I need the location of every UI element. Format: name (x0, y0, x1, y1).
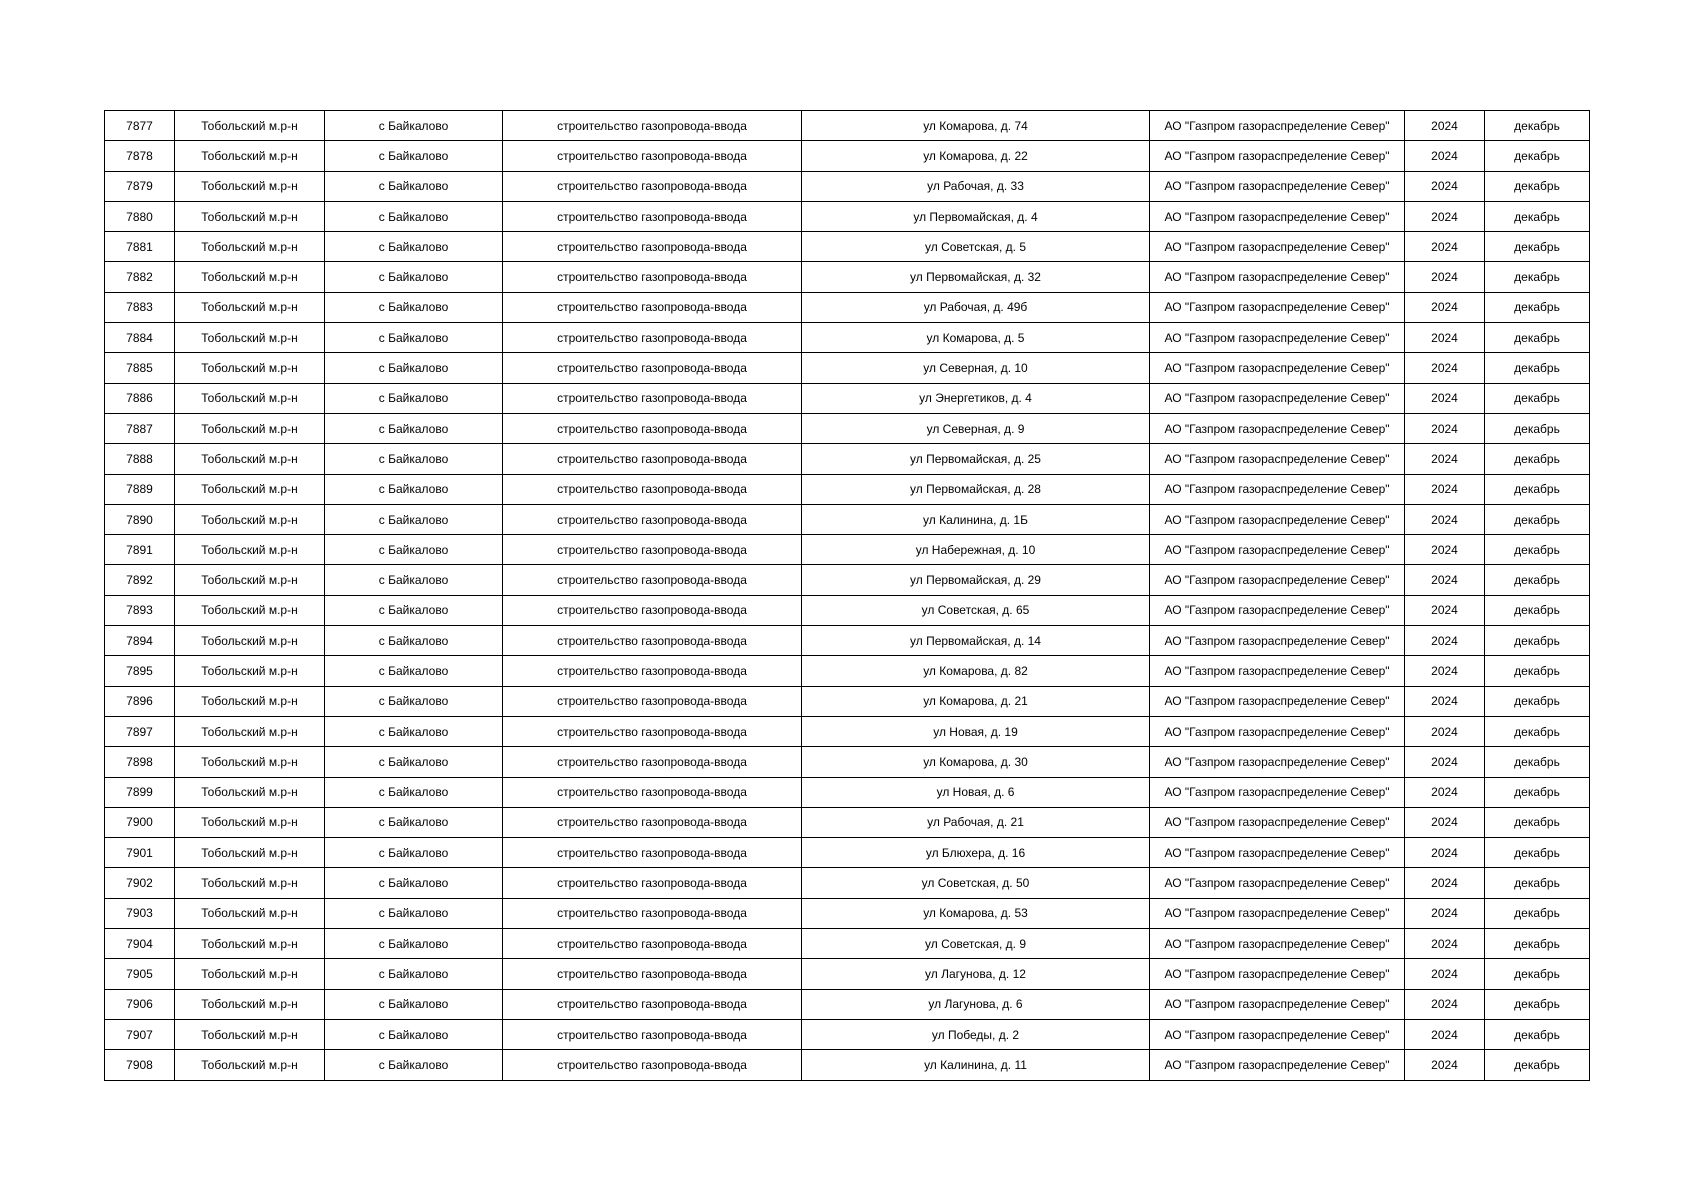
settlement-cell: с Байкалово (325, 262, 503, 292)
district-cell: Тобольский м.р-н (175, 595, 325, 625)
year-cell: 2024 (1405, 656, 1485, 686)
year-cell: 2024 (1405, 868, 1485, 898)
district-cell: Тобольский м.р-н (175, 838, 325, 868)
settlement-cell: с Байкалово (325, 929, 503, 959)
organization-cell: АО "Газпром газораспределение Север" (1150, 413, 1405, 443)
row-number-cell: 7885 (105, 353, 175, 383)
district-cell: Тобольский м.р-н (175, 383, 325, 413)
settlement-cell: с Байкалово (325, 686, 503, 716)
row-number-cell: 7906 (105, 989, 175, 1019)
address-cell: ул Комарова, д. 22 (802, 141, 1150, 171)
address-cell: ул Первомайская, д. 14 (802, 626, 1150, 656)
table-row (105, 959, 1590, 989)
year-cell: 2024 (1405, 474, 1485, 504)
settlement-cell: с Байкалово (325, 747, 503, 777)
month-cell: декабрь (1485, 141, 1590, 171)
row-number-cell: 7897 (105, 716, 175, 746)
month-cell: декабрь (1485, 747, 1590, 777)
year-cell: 2024 (1405, 838, 1485, 868)
month-cell: декабрь (1485, 959, 1590, 989)
month-cell: декабрь (1485, 1019, 1590, 1049)
settlement-cell: с Байкалово (325, 595, 503, 625)
organization-cell: АО "Газпром газораспределение Север" (1150, 1019, 1405, 1049)
address-cell: ул Советская, д. 50 (802, 868, 1150, 898)
month-cell: декабрь (1485, 807, 1590, 837)
settlement-cell: с Байкалово (325, 141, 503, 171)
year-cell: 2024 (1405, 232, 1485, 262)
row-number-cell: 7896 (105, 686, 175, 716)
month-cell: декабрь (1485, 777, 1590, 807)
table-row (105, 595, 1590, 625)
row-number-cell: 7903 (105, 898, 175, 928)
table-row (105, 656, 1590, 686)
year-cell: 2024 (1405, 383, 1485, 413)
table-row (105, 807, 1590, 837)
address-cell: ул Северная, д. 9 (802, 413, 1150, 443)
district-cell: Тобольский м.р-н (175, 292, 325, 322)
organization-cell: АО "Газпром газораспределение Север" (1150, 868, 1405, 898)
row-number-cell: 7877 (105, 111, 175, 141)
address-cell: ул Комарова, д. 5 (802, 323, 1150, 353)
settlement-cell: с Байкалово (325, 565, 503, 595)
work-type-cell: строительство газопровода-ввода (503, 868, 802, 898)
row-number-cell: 7902 (105, 868, 175, 898)
year-cell: 2024 (1405, 777, 1485, 807)
address-cell: ул Первомайская, д. 4 (802, 201, 1150, 231)
table-row (105, 323, 1590, 353)
table-row (105, 747, 1590, 777)
organization-cell: АО "Газпром газораспределение Север" (1150, 1050, 1405, 1080)
month-cell: декабрь (1485, 686, 1590, 716)
work-type-cell: строительство газопровода-ввода (503, 535, 802, 565)
month-cell: декабрь (1485, 535, 1590, 565)
settlement-cell: с Байкалово (325, 777, 503, 807)
settlement-cell: с Байкалово (325, 656, 503, 686)
work-type-cell: строительство газопровода-ввода (503, 747, 802, 777)
year-cell: 2024 (1405, 565, 1485, 595)
work-type-cell: строительство газопровода-ввода (503, 141, 802, 171)
district-cell: Тобольский м.р-н (175, 141, 325, 171)
row-number-cell: 7879 (105, 171, 175, 201)
address-cell: ул Комарова, д. 21 (802, 686, 1150, 716)
work-type-cell: строительство газопровода-ввода (503, 929, 802, 959)
year-cell: 2024 (1405, 716, 1485, 746)
address-cell: ул Советская, д. 65 (802, 595, 1150, 625)
table-row (105, 201, 1590, 231)
settlement-cell: с Байкалово (325, 201, 503, 231)
row-number-cell: 7898 (105, 747, 175, 777)
district-cell: Тобольский м.р-н (175, 626, 325, 656)
work-type-cell: строительство газопровода-ввода (503, 656, 802, 686)
work-type-cell: строительство газопровода-ввода (503, 413, 802, 443)
table-row (105, 626, 1590, 656)
address-cell: ул Первомайская, д. 25 (802, 444, 1150, 474)
organization-cell: АО "Газпром газораспределение Север" (1150, 777, 1405, 807)
settlement-cell: с Байкалово (325, 626, 503, 656)
row-number-cell: 7884 (105, 323, 175, 353)
year-cell: 2024 (1405, 929, 1485, 959)
address-cell: ул Первомайская, д. 29 (802, 565, 1150, 595)
district-cell: Тобольский м.р-н (175, 868, 325, 898)
district-cell: Тобольский м.р-н (175, 171, 325, 201)
table-row (105, 413, 1590, 443)
work-type-cell: строительство газопровода-ввода (503, 504, 802, 534)
address-cell: ул Победы, д. 2 (802, 1019, 1150, 1049)
month-cell: декабрь (1485, 1050, 1590, 1080)
organization-cell: АО "Газпром газораспределение Север" (1150, 323, 1405, 353)
month-cell: декабрь (1485, 929, 1590, 959)
settlement-cell: с Байкалово (325, 716, 503, 746)
work-type-cell: строительство газопровода-ввода (503, 565, 802, 595)
row-number-cell: 7908 (105, 1050, 175, 1080)
work-type-cell: строительство газопровода-ввода (503, 959, 802, 989)
address-cell: ул Блюхера, д. 16 (802, 838, 1150, 868)
year-cell: 2024 (1405, 323, 1485, 353)
address-cell: ул Комарова, д. 53 (802, 898, 1150, 928)
month-cell: декабрь (1485, 474, 1590, 504)
row-number-cell: 7905 (105, 959, 175, 989)
organization-cell: АО "Газпром газораспределение Север" (1150, 898, 1405, 928)
district-cell: Тобольский м.р-н (175, 535, 325, 565)
year-cell: 2024 (1405, 626, 1485, 656)
district-cell: Тобольский м.р-н (175, 777, 325, 807)
work-type-cell: строительство газопровода-ввода (503, 474, 802, 504)
row-number-cell: 7890 (105, 504, 175, 534)
month-cell: декабрь (1485, 504, 1590, 534)
settlement-cell: с Байкалово (325, 383, 503, 413)
month-cell: декабрь (1485, 838, 1590, 868)
organization-cell: АО "Газпром газораспределение Север" (1150, 201, 1405, 231)
organization-cell: АО "Газпром газораспределение Север" (1150, 292, 1405, 322)
address-cell: ул Рабочая, д. 33 (802, 171, 1150, 201)
settlement-cell: с Байкалово (325, 838, 503, 868)
year-cell: 2024 (1405, 444, 1485, 474)
organization-cell: АО "Газпром газораспределение Север" (1150, 141, 1405, 171)
settlement-cell: с Байкалово (325, 474, 503, 504)
district-cell: Тобольский м.р-н (175, 262, 325, 292)
table-row (105, 262, 1590, 292)
work-type-cell: строительство газопровода-ввода (503, 353, 802, 383)
district-cell: Тобольский м.р-н (175, 656, 325, 686)
row-number-cell: 7886 (105, 383, 175, 413)
address-cell: ул Рабочая, д. 21 (802, 807, 1150, 837)
address-cell: ул Лагунова, д. 6 (802, 989, 1150, 1019)
row-number-cell: 7907 (105, 1019, 175, 1049)
organization-cell: АО "Газпром газораспределение Север" (1150, 535, 1405, 565)
work-type-cell: строительство газопровода-ввода (503, 1050, 802, 1080)
district-cell: Тобольский м.р-н (175, 959, 325, 989)
district-cell: Тобольский м.р-н (175, 323, 325, 353)
month-cell: декабрь (1485, 292, 1590, 322)
district-cell: Тобольский м.р-н (175, 565, 325, 595)
year-cell: 2024 (1405, 141, 1485, 171)
organization-cell: АО "Газпром газораспределение Север" (1150, 656, 1405, 686)
work-type-cell: строительство газопровода-ввода (503, 626, 802, 656)
work-type-cell: строительство газопровода-ввода (503, 171, 802, 201)
row-number-cell: 7892 (105, 565, 175, 595)
table-row (105, 716, 1590, 746)
year-cell: 2024 (1405, 292, 1485, 322)
district-cell: Тобольский м.р-н (175, 716, 325, 746)
organization-cell: АО "Газпром газораспределение Север" (1150, 383, 1405, 413)
month-cell: декабрь (1485, 656, 1590, 686)
work-type-cell: строительство газопровода-ввода (503, 1019, 802, 1049)
month-cell: декабрь (1485, 444, 1590, 474)
district-cell: Тобольский м.р-н (175, 807, 325, 837)
work-type-cell: строительство газопровода-ввода (503, 201, 802, 231)
month-cell: декабрь (1485, 383, 1590, 413)
work-type-cell: строительство газопровода-ввода (503, 292, 802, 322)
organization-cell: АО "Газпром газораспределение Север" (1150, 353, 1405, 383)
settlement-cell: с Байкалово (325, 959, 503, 989)
organization-cell: АО "Газпром газораспределение Север" (1150, 959, 1405, 989)
row-number-cell: 7894 (105, 626, 175, 656)
work-type-cell: строительство газопровода-ввода (503, 444, 802, 474)
table-row (105, 868, 1590, 898)
organization-cell: АО "Газпром газораспределение Север" (1150, 686, 1405, 716)
row-number-cell: 7883 (105, 292, 175, 322)
month-cell: декабрь (1485, 323, 1590, 353)
address-cell: ул Калинина, д. 11 (802, 1050, 1150, 1080)
table-row (105, 292, 1590, 322)
district-cell: Тобольский м.р-н (175, 686, 325, 716)
year-cell: 2024 (1405, 111, 1485, 141)
settlement-cell: с Байкалово (325, 807, 503, 837)
year-cell: 2024 (1405, 959, 1485, 989)
year-cell: 2024 (1405, 807, 1485, 837)
row-number-cell: 7882 (105, 262, 175, 292)
address-cell: ул Новая, д. 6 (802, 777, 1150, 807)
row-number-cell: 7887 (105, 413, 175, 443)
settlement-cell: с Байкалово (325, 353, 503, 383)
work-type-cell: строительство газопровода-ввода (503, 989, 802, 1019)
table-row (105, 989, 1590, 1019)
organization-cell: АО "Газпром газораспределение Север" (1150, 171, 1405, 201)
year-cell: 2024 (1405, 353, 1485, 383)
work-type-cell: строительство газопровода-ввода (503, 111, 802, 141)
year-cell: 2024 (1405, 989, 1485, 1019)
year-cell: 2024 (1405, 747, 1485, 777)
work-type-cell: строительство газопровода-ввода (503, 686, 802, 716)
year-cell: 2024 (1405, 595, 1485, 625)
row-number-cell: 7899 (105, 777, 175, 807)
district-cell: Тобольский м.р-н (175, 444, 325, 474)
district-cell: Тобольский м.р-н (175, 353, 325, 383)
year-cell: 2024 (1405, 413, 1485, 443)
address-cell: ул Набережная, д. 10 (802, 535, 1150, 565)
work-type-cell: строительство газопровода-ввода (503, 595, 802, 625)
settlement-cell: с Байкалово (325, 1019, 503, 1049)
address-cell: ул Комарова, д. 30 (802, 747, 1150, 777)
row-number-cell: 7901 (105, 838, 175, 868)
address-cell: ул Энергетиков, д. 4 (802, 383, 1150, 413)
district-cell: Тобольский м.р-н (175, 413, 325, 443)
address-cell: ул Комарова, д. 82 (802, 656, 1150, 686)
address-cell: ул Лагунова, д. 12 (802, 959, 1150, 989)
work-type-cell: строительство газопровода-ввода (503, 262, 802, 292)
row-number-cell: 7900 (105, 807, 175, 837)
district-cell: Тобольский м.р-н (175, 1050, 325, 1080)
address-cell: ул Советская, д. 9 (802, 929, 1150, 959)
month-cell: декабрь (1485, 353, 1590, 383)
table-row (105, 111, 1590, 141)
organization-cell: АО "Газпром газораспределение Север" (1150, 262, 1405, 292)
address-cell: ул Рабочая, д. 49б (802, 292, 1150, 322)
table-body (105, 111, 1590, 1081)
organization-cell: АО "Газпром газораспределение Север" (1150, 807, 1405, 837)
month-cell: декабрь (1485, 626, 1590, 656)
address-cell: ул Комарова, д. 74 (802, 111, 1150, 141)
organization-cell: АО "Газпром газораспределение Север" (1150, 989, 1405, 1019)
organization-cell: АО "Газпром газораспределение Север" (1150, 565, 1405, 595)
table-row (105, 1050, 1590, 1080)
year-cell: 2024 (1405, 171, 1485, 201)
district-cell: Тобольский м.р-н (175, 474, 325, 504)
table-row (105, 535, 1590, 565)
year-cell: 2024 (1405, 898, 1485, 928)
year-cell: 2024 (1405, 262, 1485, 292)
district-cell: Тобольский м.р-н (175, 747, 325, 777)
settlement-cell: с Байкалово (325, 504, 503, 534)
settlement-cell: с Байкалово (325, 232, 503, 262)
table-row (105, 504, 1590, 534)
row-number-cell: 7889 (105, 474, 175, 504)
month-cell: декабрь (1485, 868, 1590, 898)
address-cell: ул Первомайская, д. 32 (802, 262, 1150, 292)
settlement-cell: с Байкалово (325, 292, 503, 322)
settlement-cell: с Байкалово (325, 868, 503, 898)
month-cell: декабрь (1485, 171, 1590, 201)
address-cell: ул Новая, д. 19 (802, 716, 1150, 746)
organization-cell: АО "Газпром газораспределение Север" (1150, 232, 1405, 262)
settlement-cell: с Байкалово (325, 898, 503, 928)
district-cell: Тобольский м.р-н (175, 111, 325, 141)
month-cell: декабрь (1485, 111, 1590, 141)
settlement-cell: с Байкалово (325, 989, 503, 1019)
year-cell: 2024 (1405, 201, 1485, 231)
organization-cell: АО "Газпром газораспределение Север" (1150, 595, 1405, 625)
address-cell: ул Первомайская, д. 28 (802, 474, 1150, 504)
month-cell: декабрь (1485, 595, 1590, 625)
table-row (105, 444, 1590, 474)
month-cell: декабрь (1485, 989, 1590, 1019)
settlement-cell: с Байкалово (325, 413, 503, 443)
address-cell: ул Советская, д. 5 (802, 232, 1150, 262)
district-cell: Тобольский м.р-н (175, 989, 325, 1019)
month-cell: декабрь (1485, 232, 1590, 262)
table-row (105, 686, 1590, 716)
organization-cell: АО "Газпром газораспределение Север" (1150, 716, 1405, 746)
row-number-cell: 7904 (105, 929, 175, 959)
settlement-cell: с Байкалово (325, 111, 503, 141)
address-cell: ул Калинина, д. 1Б (802, 504, 1150, 534)
row-number-cell: 7891 (105, 535, 175, 565)
table-row (105, 232, 1590, 262)
month-cell: декабрь (1485, 201, 1590, 231)
organization-cell: АО "Газпром газораспределение Север" (1150, 504, 1405, 534)
table-row (105, 898, 1590, 928)
month-cell: декабрь (1485, 565, 1590, 595)
settlement-cell: с Байкалово (325, 171, 503, 201)
work-type-cell: строительство газопровода-ввода (503, 232, 802, 262)
work-type-cell: строительство газопровода-ввода (503, 807, 802, 837)
district-cell: Тобольский м.р-н (175, 929, 325, 959)
table-row (105, 565, 1590, 595)
row-number-cell: 7881 (105, 232, 175, 262)
table-row (105, 838, 1590, 868)
work-type-cell: строительство газопровода-ввода (503, 323, 802, 353)
year-cell: 2024 (1405, 535, 1485, 565)
row-number-cell: 7888 (105, 444, 175, 474)
organization-cell: АО "Газпром газораспределение Север" (1150, 444, 1405, 474)
settlement-cell: с Байкалово (325, 535, 503, 565)
table-row (105, 777, 1590, 807)
year-cell: 2024 (1405, 504, 1485, 534)
organization-cell: АО "Газпром газораспределение Север" (1150, 929, 1405, 959)
settlement-cell: с Байкалово (325, 444, 503, 474)
table-row (105, 929, 1590, 959)
month-cell: декабрь (1485, 716, 1590, 746)
district-cell: Тобольский м.р-н (175, 504, 325, 534)
work-type-cell: строительство газопровода-ввода (503, 777, 802, 807)
row-number-cell: 7893 (105, 595, 175, 625)
address-cell: ул Северная, д. 10 (802, 353, 1150, 383)
work-type-cell: строительство газопровода-ввода (503, 716, 802, 746)
year-cell: 2024 (1405, 1019, 1485, 1049)
organization-cell: АО "Газпром газораспределение Север" (1150, 474, 1405, 504)
table-row (105, 383, 1590, 413)
settlement-cell: с Байкалово (325, 323, 503, 353)
district-cell: Тобольский м.р-н (175, 201, 325, 231)
table-row (105, 1019, 1590, 1049)
district-cell: Тобольский м.р-н (175, 232, 325, 262)
organization-cell: АО "Газпром газораспределение Север" (1150, 747, 1405, 777)
month-cell: декабрь (1485, 898, 1590, 928)
table-row (105, 353, 1590, 383)
work-type-cell: строительство газопровода-ввода (503, 838, 802, 868)
organization-cell: АО "Газпром газораспределение Север" (1150, 838, 1405, 868)
year-cell: 2024 (1405, 686, 1485, 716)
row-number-cell: 7895 (105, 656, 175, 686)
year-cell: 2024 (1405, 1050, 1485, 1080)
row-number-cell: 7880 (105, 201, 175, 231)
table-row (105, 141, 1590, 171)
work-type-cell: строительство газопровода-ввода (503, 898, 802, 928)
work-type-cell: строительство газопровода-ввода (503, 383, 802, 413)
table-row (105, 171, 1590, 201)
month-cell: декабрь (1485, 262, 1590, 292)
month-cell: декабрь (1485, 413, 1590, 443)
organization-cell: АО "Газпром газораспределение Север" (1150, 111, 1405, 141)
gasification-schedule-table (104, 110, 1590, 1081)
table-row (105, 474, 1590, 504)
district-cell: Тобольский м.р-н (175, 898, 325, 928)
row-number-cell: 7878 (105, 141, 175, 171)
settlement-cell: с Байкалово (325, 1050, 503, 1080)
organization-cell: АО "Газпром газораспределение Север" (1150, 626, 1405, 656)
district-cell: Тобольский м.р-н (175, 1019, 325, 1049)
